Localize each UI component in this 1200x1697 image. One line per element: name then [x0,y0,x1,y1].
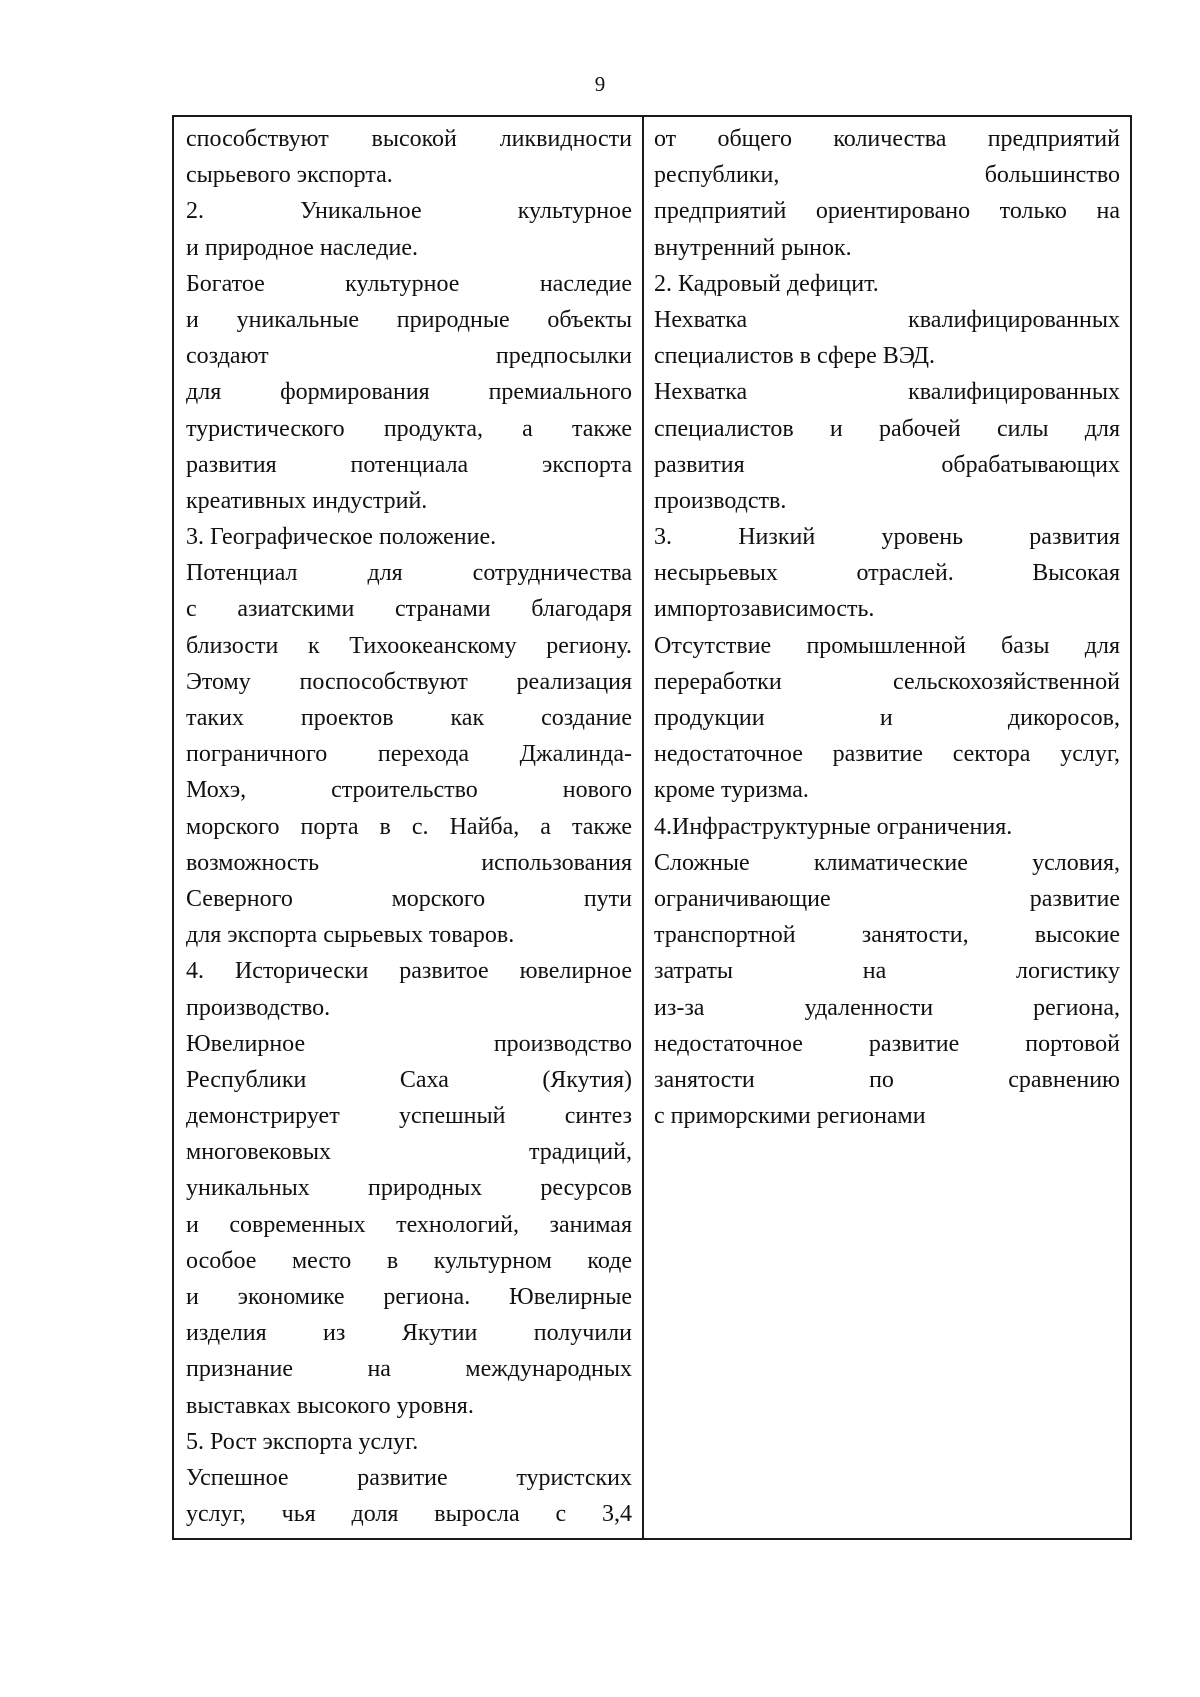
left-column-line: 3. Географическое положение. [186,524,497,551]
left-column-line: морского порта в с. Найба, а также [186,813,632,840]
right-column-line: 3. Низкий уровень развития [654,524,1120,551]
left-column-line: 2. Уникальное культурное [186,198,632,225]
right-column-line: несырьевых отраслей. Высокая [654,560,1120,587]
left-column-line: для формирования премиального [186,379,632,406]
right-column-line: развития обрабатывающих [654,451,1120,478]
left-column-line: услуг, чья доля выросла с 3,4 [186,1501,632,1528]
left-column-line: Потенциал для сотрудничества [186,560,632,587]
right-column-line: предприятий ориентировано только на [654,198,1120,225]
right-column-line: производств. [654,487,787,514]
left-column-line: производство. [186,994,331,1021]
right-column-line: импортозависимость. [654,596,875,623]
left-column-line: Этому поспособствуют реализация [186,668,632,695]
left-column-line: развития потенциала экспорта [186,451,632,478]
page-number: 9 [594,72,606,96]
right-column-line: 4.Инфраструктурные ограничения. [654,813,1013,840]
left-column-line: туристического продукта, а также [186,415,632,442]
right-column-line: затраты на логистику [654,958,1120,985]
right-column-line: ограничивающие развитие [654,885,1120,912]
right-column-line: транспортной занятости, высокие [654,922,1120,949]
left-column-line: для экспорта сырьевых товаров. [186,922,515,949]
left-column-line: и уникальные природные объекты [186,306,632,333]
right-column-line: недостаточное развитие портовой [654,1030,1120,1057]
right-column-line: Нехватка квалифицированных [654,306,1120,333]
left-column-line: признание на международных [186,1356,632,1383]
left-column-line: и современных технологий, занимая [186,1211,632,1238]
right-column-line: специалистов и рабочей силы для [654,415,1120,442]
left-column-line: Ювелирное производство [186,1030,632,1057]
left-column-line: изделия из Якутии получили [186,1320,632,1347]
left-column-line: возможность использования [186,849,632,876]
left-column-line: пограничного перехода Джалинда- [186,741,632,768]
right-column-line: занятости по сравнению [654,1066,1120,1093]
right-column-line: с приморскими регионами [654,1103,926,1130]
right-column-line: переработки сельскохозяйственной [654,668,1120,695]
left-column-line: демонстрирует успешный синтез [186,1103,632,1130]
left-column-line: многовековых традиций, [186,1139,632,1166]
right-column-line: из-за удаленности региона, [654,994,1120,1021]
left-column-line: Мохэ, строительство нового [186,777,632,804]
right-column-line: Нехватка квалифицированных [654,379,1120,406]
right-column-line: недостаточное развитие сектора услуг, [654,741,1120,768]
left-column-line: таких проектов как создание [186,705,632,731]
left-column-line: особое место в культурном коде [186,1247,632,1274]
right-column-line: от общего количества предприятий [654,126,1120,152]
strengths-column [174,117,644,1538]
swot-table [172,115,1132,1540]
left-column-line: способствуют высокой ликвидности [186,126,632,152]
left-column-line: создают предпосылки [186,343,632,370]
right-column-line: кроме туризма. [654,777,809,804]
left-column-line: 4. Исторически развитое ювелирное [186,958,632,985]
left-column-line: сырьевого экспорта. [186,162,393,189]
left-column-line: с азиатскими странами благодаря [186,596,632,623]
right-column-line: Сложные климатические условия, [654,849,1120,876]
right-column-line: Отсутствие промышленной базы для [654,632,1120,659]
right-column-line: внутренний рынок. [654,234,852,261]
left-column-line: 5. Рост экспорта услуг. [186,1428,419,1455]
right-column-line: 2. Кадровый дефицит. [654,270,879,297]
left-column-line: Богатое культурное наследие [186,270,632,297]
left-column-line: выставках высокого уровня. [186,1392,474,1419]
right-column-line: продукции и дикоросов, [654,705,1120,731]
left-column-line: близости к Тихоокеанскому региону. [186,632,632,659]
right-column-line: республики, большинство [654,162,1120,189]
left-column-line: Успешное развитие туристских [186,1464,632,1491]
right-column-line: специалистов в сфере ВЭД. [654,343,936,370]
left-column-line: и экономике региона. Ювелирные [186,1284,632,1310]
left-column-line: креативных индустрий. [186,487,428,514]
weaknesses-column [644,117,1130,1538]
left-column-line: и природное наследие. [186,234,419,261]
left-column-line: Северного морского пути [186,885,632,912]
left-column-line: уникальных природных ресурсов [186,1175,632,1202]
left-column-line: Республики Саха (Якутия) [186,1066,632,1093]
